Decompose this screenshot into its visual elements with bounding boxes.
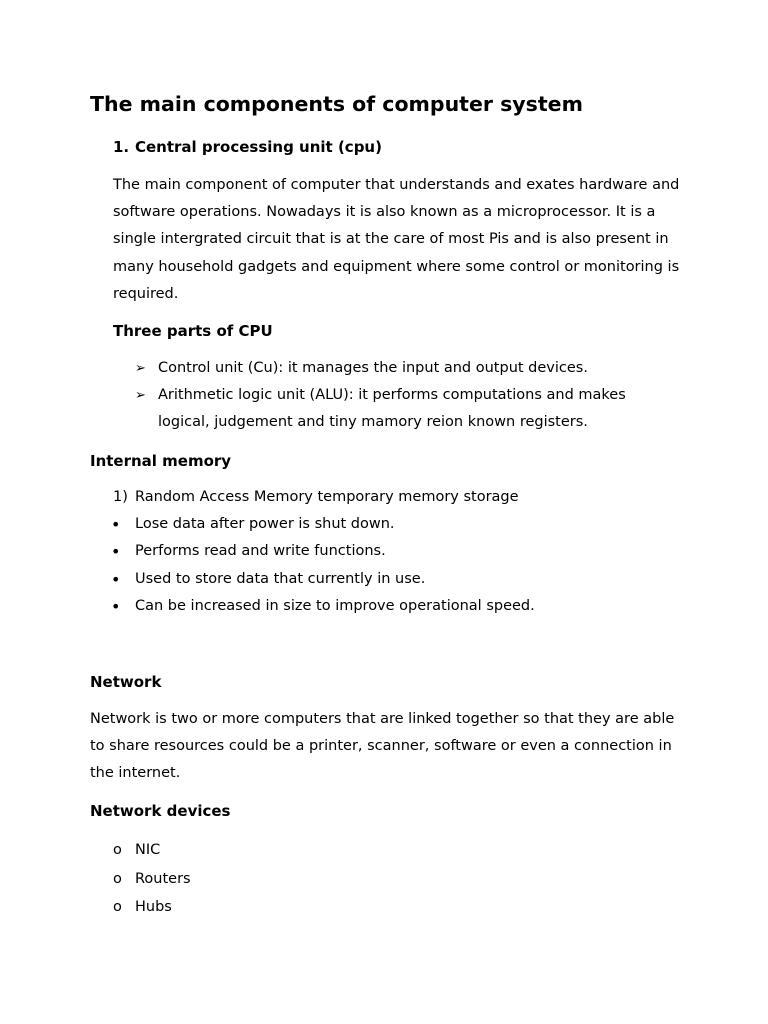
network-paragraph: Network is two or more computers that are linked together so that they are able to share resources could be a printer, scanner, software or even a connection in the internet.: [90, 711, 675, 782]
list-item-text: Routers: [135, 870, 191, 887]
arrow-bullet-icon: ➢: [135, 388, 146, 404]
cpu-section-number: 1.: [113, 138, 130, 156]
cpu-section-heading-text: Central processing unit (cpu): [135, 138, 382, 156]
list-item-text: Control unit (Cu): it manages the input and output devices.: [158, 360, 588, 376]
cpu-paragraph: The main component of computer that understands and exates hardware and software operations. Nowadays it is also known as a microprocessor. It is a single intergrated circuit that is at the care of most Pis and is also present in many household gadgets and equipment where some control or monitoring is required.: [113, 177, 680, 302]
circle-bullet-icon: o: [113, 842, 122, 858]
circle-bullet-icon: o: [113, 870, 122, 887]
bullet-icon: •: [111, 596, 121, 616]
list-item: [113, 893, 413, 922]
list-item: [113, 836, 413, 865]
network-heading: Network: [90, 673, 162, 691]
list-item: [113, 484, 673, 511]
list-item-text: Arithmetic logic unit (ALU): it performs computations and makes logical, judgement and tiny mamory reion known registers.: [158, 387, 626, 431]
circle-bullet-icon: o: [113, 899, 122, 915]
cpu-section-heading: [113, 138, 382, 156]
cpu-parts-list: [135, 355, 675, 437]
list-item: [113, 593, 673, 620]
list-item-text: Used to store data that currently in use.: [135, 570, 426, 587]
list-item: [135, 382, 675, 436]
list-item-text: Performs read and write functions.: [135, 543, 386, 560]
cpu-parts-heading: Three parts of CPU: [113, 322, 273, 340]
arrow-bullet-icon: ➢: [135, 361, 146, 376]
list-item-text: Lose data after power is shut down.: [135, 516, 395, 533]
list-item-text: NIC: [135, 842, 161, 858]
list-item-text: Random Access Memory temporary memory storage: [135, 489, 519, 505]
network-devices-heading: Network devices: [90, 802, 231, 820]
document-title: The main components of computer system: [90, 92, 583, 116]
bullet-icon: •: [111, 542, 121, 562]
list-item-text: Hubs: [135, 899, 172, 915]
bullet-icon: •: [111, 569, 121, 589]
internal-memory-heading: Internal memory: [90, 452, 232, 470]
list-number: 1): [113, 489, 128, 505]
list-item: [113, 566, 673, 593]
network-devices-list: [113, 836, 413, 922]
list-item: [135, 355, 675, 382]
internal-memory-list: [113, 484, 673, 620]
list-item: [113, 538, 673, 565]
list-item: [113, 511, 673, 538]
list-item: [113, 865, 413, 894]
bullet-icon: •: [111, 515, 121, 535]
list-item-text: Can be increased in size to improve operational speed.: [135, 597, 535, 614]
